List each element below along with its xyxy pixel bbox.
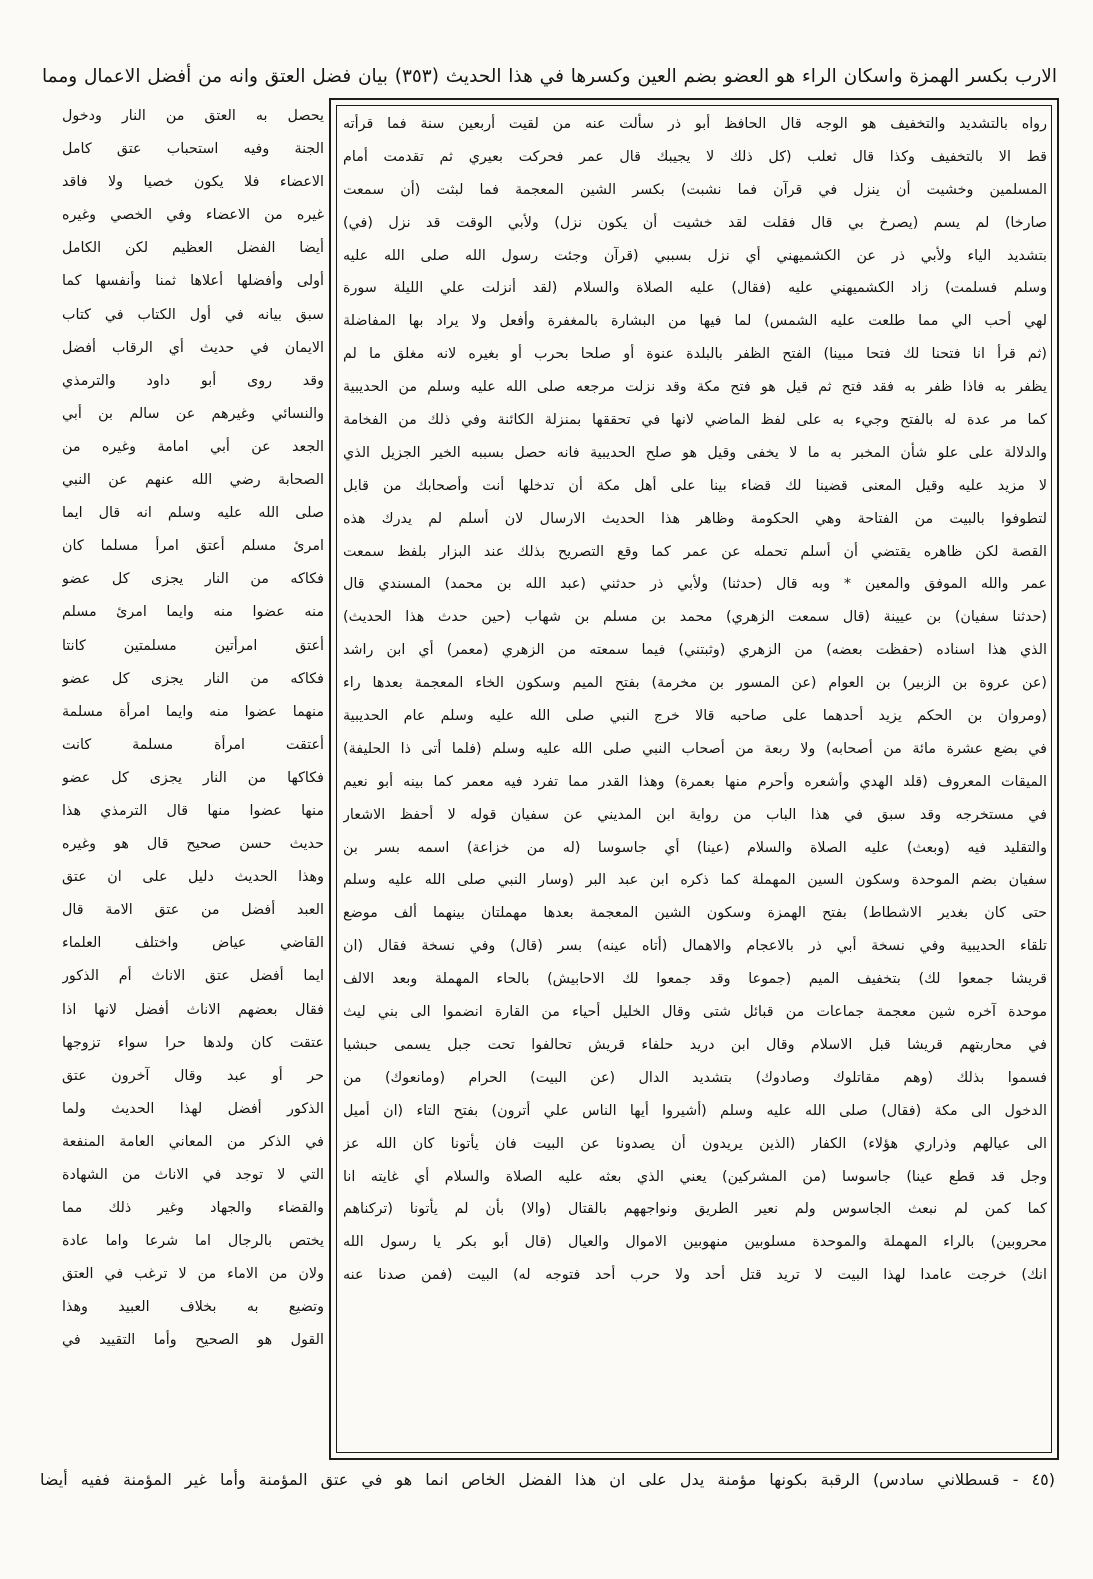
main-text-line: بتشديد الياء ولأبي ذر عن الكشميهني أي نزل بسببي (قرآن وجئت رسول الله صلى الله عليه (343, 247, 1047, 264)
margin-text-line: فكاكه من النار يجزى كل عضو (62, 571, 324, 588)
main-text-line: يظفر به فاذا ظفر به فقد فتح ثم قيل هو فتح مكة وقد نزلت مرجعه صلى الله عليه وسلم من الحديبية (343, 379, 1047, 396)
margin-text-line: القاضي عياض واختلف العلماء (62, 935, 324, 952)
margin-text-line: ولان من الاماء من لا ترغب في العتق (62, 1266, 324, 1283)
main-text-line: الذي هذا اسناده (حفظت بعضه) من الزهري (وثبتني) فيما سمعته من الزهري (معمر) أي ابن راشد (343, 642, 1047, 659)
main-text-line: انك) خرجت عامدا لهذا البيت لا تريد قتل أحد ولا حرب أحد فتوجه له) البيت (فمن صدنا عنه (343, 1267, 1047, 1284)
margin-text-line: فقال بعضهم الاناث أفضل لانها اذا (62, 1001, 324, 1018)
margin-text-line: أولى وأفضلها أعلاها ثمنا وأنفسها كما (62, 273, 324, 290)
margin-text-line: يختص بالرجال اما شرعا واما عادة (62, 1233, 324, 1250)
running-header: الارب بكسر الهمزة واسكان الراء هو العضو بضم العين وكسرها في هذا الحديث (٣٥٣) بيان فضل العتق وانه من أفضل الاعمال ومما (42, 66, 1057, 87)
margin-text-line: في الذكر من المعاني العامة المنفعة (62, 1133, 324, 1150)
main-text-block (343, 108, 1047, 1292)
main-text-line: كما مر عدة له بالفتح وجيء به على لفظ الماضي لانها في تحققها بمنزلة الكائنة وفي ذلك من الفخامة (343, 412, 1047, 429)
margin-text-line: ايما أفضل عتق الاناث أم الذكور (62, 968, 324, 985)
main-text-line: صارخا) لم يسم (يصرخ بي قال فقلت لقد خشيت أن يكون نزل) ولأبي الوقت قد نزل (في) (343, 214, 1047, 231)
margin-text-line: غيره من الاعضاء وفي الخصي وغيره (62, 207, 324, 224)
margin-text-line: وقد روى أبو داود والترمذي (62, 372, 324, 389)
margin-text-line: فكاكه من النار يجزى كل عضو (62, 670, 324, 687)
margin-text-line: التي لا توجد في الاناث من الشهادة (62, 1167, 324, 1183)
main-text-line: تلقاء الحديبية وفي نسخة أبي ذر بالاعجام والاهمال (أتاه عينه) بسر (قال) وفي نسخة فقال (ان (343, 938, 1047, 955)
margin-text-line: وهذا الحديث دليل على ان عتق (62, 869, 324, 886)
main-text-line: في محاربتهم قريشا قبل الاسلام وقال ابن دريد حلفاء قريش تحالفوا تحت جبل يسمى حبشيا (343, 1036, 1047, 1053)
margin-text-line: منهما عضوا منه وايما امرأة مسلمة (62, 703, 324, 720)
main-text-line: قط الا بالتخفيف وكذا قال ثعلب (كل ذلك لا يجيبك قال عمر فحركت بعيري ثم تقدمت أمام (343, 148, 1047, 165)
main-text-line: كما كمن لم نبعث الجاسوس ولم نعير الطريق ونواجههم بالقتال (والا) بأن لم يأتونا (تركناهم (343, 1201, 1047, 1218)
margin-commentary (62, 100, 324, 1358)
margin-text-line: فكاكها من النار يجزى كل عضو (62, 769, 324, 786)
main-text-line: والدلالة على علو شأن المخبر به ما لا يخفى وقيل هو صلح الحديبية فانه حصل بسببه الخير الجزيل الذي (343, 444, 1047, 461)
main-text-line: (ومروان بن الحكم يزيد أحدهما على صاحبه قالا خرج النبي صلى الله عليه وسلم عام الحديبية (343, 708, 1047, 725)
margin-text-line: يحصل به العتق من النار ودخول (62, 108, 324, 124)
main-text-line: سفيان بضم الموحدة وسكون السين المهملة كما ذكره ابن عبد البر (وسار النبي صلى الله عليه وسلم (343, 872, 1047, 889)
margin-text-line: الصحابة رضي الله عنهم عن النبي (62, 472, 324, 489)
margin-text-line: القول هو الصحيح وأما التقييد في (62, 1332, 324, 1349)
margin-text-line: الذكور أفضل لهذا الحديث ولما (62, 1100, 324, 1117)
margin-text-line: حر أو عبد وقال آخرون عتق (62, 1067, 324, 1084)
main-text-line: لتطوفوا بالبيت من الفتاحة وهي الحكومة وظاهر هذا الحديث الارسال لان أسلم لم يدرك هذه (343, 510, 1047, 527)
main-text-line: (حدثنا سفيان) بن عيينة (قال سمعت الزهري) محمد بن مسلم بن شهاب (حين حدث هذا الحديث) (343, 609, 1047, 626)
margin-text-line: وتضيع به بخلاف العبيد وهذا (62, 1299, 324, 1316)
main-text-line: موحدة آخره شين معجمة جماعات من قبائل شتى وقال الخليل أحياء من القارة انضموا الى بني ليث (343, 1004, 1047, 1021)
margin-text-line: والنسائي وغيرهم عن سالم بن أبي (62, 405, 324, 422)
margin-text-line: حديث حسن صحيح قال هو وغيره (62, 836, 324, 853)
margin-text-line: الايمان في حديث أي الرقاب أفضل (62, 339, 324, 356)
margin-text-line: الاعضاء فلا يكون خصيا ولا فاقد (62, 174, 324, 191)
main-text-line: لا مزيد عليه وقيل المعنى قضينا لك قضاء بينا على أهل مكة أن تدخلها أنت وأصحابك من قابل (343, 477, 1047, 494)
main-text-line: الدخول الى مكة (فقال) صلى الله عليه وسلم (أشيروا أيها الناس علي أترون) بفتح التاء (ان أميل (343, 1102, 1047, 1119)
margin-text-line: أعتق امرأتين مسلمتين كانتا (62, 637, 324, 654)
main-text-line: المسلمين وخشيت أن ينزل في قرآن فما نشبت) بكسر الشين المعجمة فما لبثت (أن سمعت (343, 181, 1047, 198)
margin-text-line: العبد أفضل من عتق الامة قال (62, 902, 324, 919)
main-text-line: في بضع عشرة مائة من أصحابه) ولا ربعة من أصحاب النبي صلى الله عليه وسلم (فلما أتى ذا الحليفة) (343, 740, 1047, 757)
margin-text-line: أيضا الفضل العظيم لكن الكامل (62, 240, 324, 257)
main-text-line: وجل قد قطع عينا) جاسوسا (من المشركين) يعني الذي بعثه عليه الصلاة والسلام أي غايته انا (343, 1168, 1047, 1185)
main-text-line: لهي أحب الي مما طلعت عليه الشمس) لما فيها من البشارة بالمغفرة وأفعل ولا يراد بها المفاضلة (343, 313, 1047, 330)
main-text-line: الميقات المعروف (قلد الهدي وأشعره وأحرم منها بعمرة) وهذا القدر مما تفرد فيه معمر كما بينه أبو نعيم (343, 773, 1047, 790)
margin-text-line: منها عضوا منها قال الترمذي هذا (62, 802, 324, 819)
main-text-line: وسلم فسلمت) زاد الكشميهني عليه (فقال) عليه الصلاة والسلام (لقد أنزلت علي الليلة سورة (343, 280, 1047, 297)
margin-text-line: سبق بيانه في أول الكتاب في كتاب (62, 306, 324, 323)
margin-text-line: الجعد عن أبي امامة وغيره من (62, 438, 324, 455)
page-footer: (٤٥ - قسطلاني سادس) الرقبة بكونها مؤمنة يدل على ان هذا الفضل الخاص انما هو في عتق المؤمنة وأما غير المؤمنة ففيه أيضا (40, 1470, 1055, 1489)
margin-text-line: عتقت كان ولدها حرا سواء تزوجها (62, 1034, 324, 1051)
margin-text-line: منه عضوا منه وايما امرئ مسلم (62, 604, 324, 621)
margin-text-line: امرئ مسلم أعتق امرأ مسلما كان (62, 538, 324, 555)
main-text-line: الى عيالهم وذراري هؤلاء) الكفار (الذين يريدون أن يصدونا عن البيت فان يأتونا كان الله عز (343, 1135, 1047, 1152)
main-text-line: (ثم قرأ انا فتحنا لك فتحا مبينا) الفتح الظفر بالبلدة عنوة أو صلحا بحرب أو بغيره لانه مغلق ما لم (343, 346, 1047, 363)
margin-text-line: والقضاء والجهاد وغير ذلك مما (62, 1200, 324, 1217)
margin-text-line: صلى الله عليه وسلم انه قال ايما (62, 505, 324, 522)
main-text-line: محروبين) بالراء المهملة والموحدة مسلوبين منهوبين الاموال والعيال (قال أبو بكر يا رسول الله (343, 1234, 1047, 1251)
main-text-line: فسموا بذلك (وهم مقاتلوك وصادوك) بتشديد الدال (عن البيت) الحرام (ومانعوك) من (343, 1069, 1047, 1086)
main-text-line: عمر والله الموفق والمعين * وبه قال (حدثنا) ولأبي ذر حدثني (عبد الله بن محمد) المسندي قال (343, 576, 1047, 593)
margin-text-line: أعتقت امرأة مسلمة كانت (62, 736, 324, 753)
main-text-line: في مستخرجه وقد سبق في هذا الباب من رواية ابن المديني عن سفيان قوله لا أحفظ الاشعار (343, 806, 1047, 823)
main-text-line: حتى كان بغدير الاشطاط) بفتح الهمزة وسكون الشين المعجمة بعدها مهملتان بينهما ألف موضع (343, 905, 1047, 922)
main-text-line: قريشا جمعوا لك) بتخفيف الميم (جموعا وقد جمعوا لك الاحابيش) بالحاء المهملة وبعد الالف (343, 971, 1047, 988)
main-text-line: رواه بالتشديد والتخفيف هو الوجه قال الحافظ أبو ذر سألت عنه من لقيت أربعين سنة فما قرأته (343, 116, 1047, 132)
margin-text-line: الجنة وفيه استحباب عتق كامل (62, 141, 324, 158)
main-text-line: القصة لكن ظاهره يقتضي أن أسلم تحمله عن عمر كما وقع التصريح بذلك عند البزار بلفظ سمعت (343, 543, 1047, 560)
main-text-line: والتقليد فيه (وبعث) عليه الصلاة والسلام (عينا) أي جاسوسا (له من خزاعة) اسمه بسر بن (343, 839, 1047, 856)
main-text-line: (عن عروة بن الزبير) بن العوام (عن المسور بن مخرمة) بفتح الميم وسكون الخاء المعجمة بعدها راء (343, 675, 1047, 692)
